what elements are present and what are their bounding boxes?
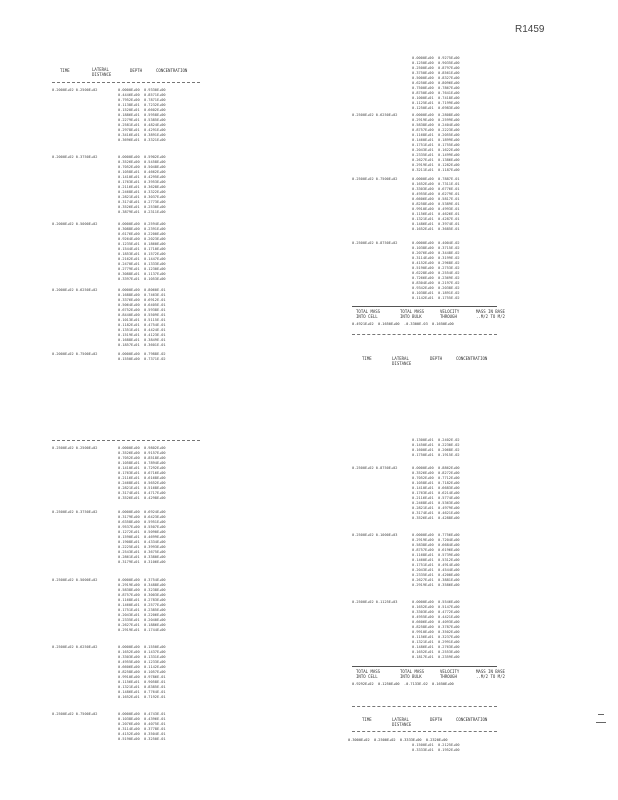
left-bottom-time-col: 0.2500E+02 0.2500E+02 bbox=[52, 446, 98, 450]
header-lateral-distance: LATERAL DISTANCE bbox=[92, 67, 112, 77]
left-top-time-col-2: 0.2000E+02 0.3750E+02 bbox=[52, 155, 98, 159]
header-time-right-2: TIME bbox=[362, 717, 372, 722]
right-top-time-col-2: 0.2500E+02 0.7500E+02 bbox=[352, 177, 398, 181]
right-bottom-data-b: 0.0000E+00 0.7756E+00 0.2919E+00 0.7204E+00 0.5838E+00 0.6684E+00 0.8757E+00 0.6196E+00 0.1168E+01 0.5739E+00 0.1460E+01 0.5312E+00 0.1751E+01 0.4914E+00 0.2043E+01 0.4544E+00 0.2335E+01 0.4200E+00 0.2627E+01 0.3881E+00 0.2919E+01 0.3586E+00 bbox=[412, 533, 460, 587]
left-bottom-data-e: 0.0000E+00 0.4743E-01 0.1038E+00 0.4396E-01 0.2076E+00 0.4075E-01 0.3114E+00 0.3778E-01 0.4152E+00 0.3504E-01 0.5190E+00 0.3250E-01 bbox=[118, 712, 166, 741]
summary-header-mass-in-base: MASS IN BASE ..M/2 TO M/2 bbox=[476, 309, 505, 319]
left-top-time-col-4: 0.2000E+02 0.6250E+02 bbox=[52, 288, 98, 292]
left-top-data-b: 0.0000E+00 0.5902E+00 0.3526E+00 0.5458E+00 0.7052E+00 0.5048E+00 0.1058E+01 0.4662E+00 0.1410E+01 0.4295E+00 0.1763E+01 0.3953E+00 0.2116E+01 0.3628E+00 0.2468E+01 0.3322E+00 0.2821E+01 0.3037E+00 0.3174E+01 0.2773E+00 0.3526E+01 0.2530E+00 0.3879E+01 0.2311E+00 bbox=[118, 155, 166, 214]
right-bottom-data-pre: 0.1300E+01 0.2402E-02 0.1450E+01 0.2230E-02 0.1600E+01 0.2068E-02 0.1750E+01 0.1915E-02 bbox=[412, 438, 460, 457]
right-top-data-a: 0.0000E+00 0.2808E+00 0.2919E+00 0.2599E+00 0.5838E+00 0.2404E+00 0.8757E+00 0.2223E+00 0.1168E+01 0.2055E+00 0.1460E+01 0.1899E+00 0.1751E+01 0.1755E+00 0.2043E+01 0.1622E+00 0.2335E+01 0.1499E+00 0.2627E+01 0.1386E+00 0.2919E+01 0.1282E+00 0.3211E+01 0.1187E+00 bbox=[412, 113, 460, 172]
summary2-header-mass-in-base: MASS IN BASE ..M/2 TO M/2 bbox=[476, 669, 505, 679]
summary2-header-velocity: VELOCITY THROUGH bbox=[440, 669, 460, 679]
summary-values-2: 0.9292E+02 0.1250E+00 -0.7133E-02 0.1650E+00 bbox=[352, 682, 454, 686]
left-bottom-time-col-5: 0.2500E+02 0.7500E+02 bbox=[52, 712, 98, 716]
header-lateral-right: LATERAL DISTANCE bbox=[392, 356, 412, 366]
left-bottom-time-col-2: 0.2500E+02 0.3750E+02 bbox=[52, 510, 98, 514]
left-bottom-data-d: 0.0000E+00 0.1550E+00 0.1652E+00 0.1437E+00 0.3303E+00 0.1331E+00 0.4955E+00 0.1233E+00 0.6606E+00 0.1142E+00 0.8258E+00 0.1057E+00 0.9910E+00 0.9786E-01 0.1156E+01 0.9058E-01 0.1321E+01 0.8385E-01 0.1486E+01 0.7764E-01 0.1652E+01 0.7192E-01 bbox=[118, 645, 166, 699]
left-top-data-c: 0.0000E+00 0.2594E+00 0.3088E+00 0.2391E+00 0.6176E+00 0.2200E+00 0.9264E+00 0.2023E+00 0.1235E+01 0.1860E+00 0.1544E+01 0.1710E+00 0.1853E+01 0.1572E+00 0.2162E+01 0.1447E+00 0.2470E+01 0.1333E+00 0.2779E+01 0.1230E+00 0.3088E+01 0.1137E+00 0.3397E+01 0.1053E+00 bbox=[118, 222, 166, 281]
summary2-header-total-mass: TOTAL MASS INTO CELL bbox=[356, 669, 381, 679]
right-bottom-time-col-3: 0.2500E+02 0.1125E+03 bbox=[352, 600, 398, 604]
left-top-data-a: 0.0000E+00 0.9330E+00 0.4446E+00 0.8571E+00 0.7952E+00 0.7871E+00 0.1138E+01 0.7232E+00 0.1520E+01 0.6602E+00 0.1886E+01 0.5958E+00 0.2279E+01 0.5385E+00 0.2581E+01 0.4824E+00 0.2978E+01 0.4291E+00 0.3416E+01 0.3891E+00 0.3696E+01 0.3321E+00 bbox=[118, 88, 166, 142]
right-top-data-pre: 0.0000E+00 0.9275E+00 0.1250E+00 0.9035E+00 0.2500E+00 0.8797E+00 0.3750E+00 0.8561E+00 0.5000E+00 0.8327E+00 0.6250E+00 0.8096E+00 0.7500E+00 0.7867E+00 0.8750E+00 0.7641E+00 0.1000E+01 0.7418E+00 0.1125E+01 0.7199E+00 0.1250E+01 0.6983E+00 bbox=[412, 56, 460, 110]
header-concentration-right-2: CONCENTRATION bbox=[456, 717, 488, 722]
left-top-data-d: 0.0000E+00 0.8060E-01 0.1688E+00 0.7463E-01 0.3376E+00 0.6912E-01 0.5064E+00 0.6405E-01 0.6752E+00 0.5938E-01 0.8440E+00 0.5509E-01 0.1013E+01 0.5115E-01 0.1182E+01 0.4754E-01 0.1351E+01 0.4424E-01 0.1519E+01 0.4123E-01 0.1688E+01 0.3849E-01 0.1857E+01 0.3601E-01 bbox=[118, 288, 166, 347]
summary-header-total-mass: TOTAL MASS INTO CELL bbox=[356, 309, 381, 319]
summary2-header-total-mass-bulk: TOTAL MASS INTO BULK bbox=[400, 669, 425, 679]
summary-header-total-mass-bulk: TOTAL MASS INTO BULK bbox=[400, 309, 425, 319]
left-bottom-data-c: 0.0000E+00 0.3754E+00 0.2919E+00 0.3488E+00 0.5838E+00 0.3238E+00 0.8757E+00 0.3003E+00 0.1168E+01 0.2783E+00 0.1460E+01 0.2577E+00 0.1751E+01 0.2385E+00 0.2043E+01 0.2206E+00 0.2335E+01 0.2040E+00 0.2627E+01 0.1886E+00 0.2919E+01 0.1744E+00 bbox=[118, 578, 166, 632]
left-bottom-time-col-4: 0.2500E+02 0.6250E+02 bbox=[52, 645, 98, 649]
left-top-data-e: 0.0000E+00 0.7988E-02 0.1550E+00 0.7371E-02 bbox=[118, 352, 166, 361]
margin-mark bbox=[598, 714, 604, 715]
left-top-time-col-3: 0.2000E+02 0.5000E+02 bbox=[52, 222, 98, 226]
margin-mark-2 bbox=[596, 722, 606, 723]
header-concentration: CONCENTRATION bbox=[156, 68, 188, 73]
summary-rule-2-bottom bbox=[352, 706, 497, 707]
right-bottom-data-c: 0.0000E+00 0.5546E+00 0.1652E+00 0.5147E+00 0.3303E+00 0.4772E+00 0.4955E+00 0.4421E+00 0.6606E+00 0.4093E+00 0.8258E+00 0.3787E+00 0.9910E+00 0.3502E+00 0.1156E+01 0.3237E+00 0.1321E+01 0.2991E+00 0.1486E+01 0.2763E+00 0.1652E+01 0.2553E+00 0.1817E+01 0.2359E+00 bbox=[412, 600, 460, 659]
header-depth-right: DEPTH bbox=[430, 356, 443, 361]
header-depth-right-2: DEPTH bbox=[430, 717, 443, 722]
header-time-right: TIME bbox=[362, 356, 372, 361]
header-rule bbox=[52, 82, 200, 83]
right-top-time-col: 0.2500E+02 0.6250E+02 bbox=[352, 113, 398, 117]
right-top-data-c: 0.0000E+00 0.4004E-02 0.1038E+00 0.3715E-02 0.2076E+00 0.3448E-02 0.3114E+00 0.3199E-02 0.4152E+00 0.2968E-02 0.5190E+00 0.2753E-02 0.6228E+00 0.2554E-02 0.7266E+00 0.2369E-02 0.8304E+00 0.2197E-02 0.9342E+00 0.2038E-02 0.1038E+01 0.1891E-02 0.1142E+01 0.1755E-02 bbox=[412, 241, 460, 300]
last-row: 0.3000E+02 0.2500E+02 0.3333E+00 0.2320E+00 bbox=[348, 738, 448, 742]
summary-rule-bottom bbox=[352, 334, 497, 335]
right-bottom-time-col-2: 0.2500E+02 0.1000E+03 bbox=[352, 533, 398, 537]
left-bottom-time-col-3: 0.2500E+02 0.5000E+02 bbox=[52, 578, 98, 582]
left-top-time-col: 0.2000E+02 0.2500E+02 bbox=[52, 88, 98, 92]
right-top-data-b: 0.0000E+00 0.7887E-01 0.1652E+00 0.7311E-01 0.3303E+00 0.6776E-01 0.4955E+00 0.6279E-01 0.6606E+00 0.5817E-01 0.8258E+00 0.5389E-01 0.9910E+00 0.4993E-01 0.1156E+01 0.4626E-01 0.1321E+01 0.4287E-01 0.1486E+01 0.3974E-01 0.1652E+01 0.3685E-01 bbox=[412, 177, 460, 231]
header-rule-right-2 bbox=[352, 731, 497, 732]
header-time: TIME bbox=[60, 68, 70, 73]
right-top-time-col-3: 0.2500E+02 0.8750E+02 bbox=[352, 241, 398, 245]
summary-values-1: 0.4921E+02 0.1650E+00 -0.3300E-03 0.1650E+00 bbox=[352, 322, 454, 326]
header-concentration-right: CONCENTRATION bbox=[456, 356, 488, 361]
right-bottom-data-a: 0.0000E+00 0.8862E+00 0.3526E+00 0.8272E+00 0.7052E+00 0.7712E+00 0.1058E+01 0.7182E+00 0.1410E+01 0.6683E+00 0.1763E+01 0.6214E+00 0.2116E+01 0.5774E+00 0.2468E+01 0.5363E+00 0.2821E+01 0.4979E+00 0.3174E+01 0.4621E+00 0.3526E+01 0.4288E+00 bbox=[412, 466, 460, 520]
summary-header-velocity: VELOCITY THROUGH bbox=[440, 309, 460, 319]
document-id: R1459 bbox=[515, 24, 545, 35]
left-bottom-data-a: 0.0000E+00 0.9802E+00 0.3526E+00 0.9157E+00 0.7052E+00 0.8518E+00 0.1058E+01 0.7894E+00 0.1410E+01 0.7292E+00 0.1763E+01 0.6716E+00 0.2116E+01 0.6168E+00 0.2468E+01 0.5652E+00 0.2821E+01 0.5168E+00 0.3174E+01 0.4717E+00 0.3526E+01 0.4298E+00 bbox=[118, 446, 166, 500]
left-bottom-data-b: 0.0000E+00 0.6924E+00 0.3179E+00 0.6423E+00 0.6358E+00 0.5951E+00 0.9537E+00 0.5507E+00 0.1272E+01 0.5090E+00 0.1590E+01 0.4699E+00 0.1908E+01 0.4334E+00 0.2225E+01 0.3993E+00 0.2543E+01 0.3675E+00 0.2861E+01 0.3380E+00 0.3179E+01 0.3106E+00 bbox=[118, 510, 166, 564]
header-depth: DEPTH bbox=[130, 68, 143, 73]
section-rule-left bbox=[52, 440, 200, 441]
header-lateral-right-2: LATERAL DISTANCE bbox=[392, 717, 412, 727]
summary-rule-2 bbox=[352, 666, 497, 667]
right-bottom-time-col: 0.2500E+02 0.8750E+02 bbox=[352, 466, 398, 470]
left-top-time-col-5: 0.2000E+02 0.7500E+02 bbox=[52, 352, 98, 356]
right-last-data: 0.1500E+01 0.2125E+00 0.3333E+01 0.1952E+00 bbox=[412, 743, 460, 752]
summary-rule bbox=[352, 306, 497, 307]
